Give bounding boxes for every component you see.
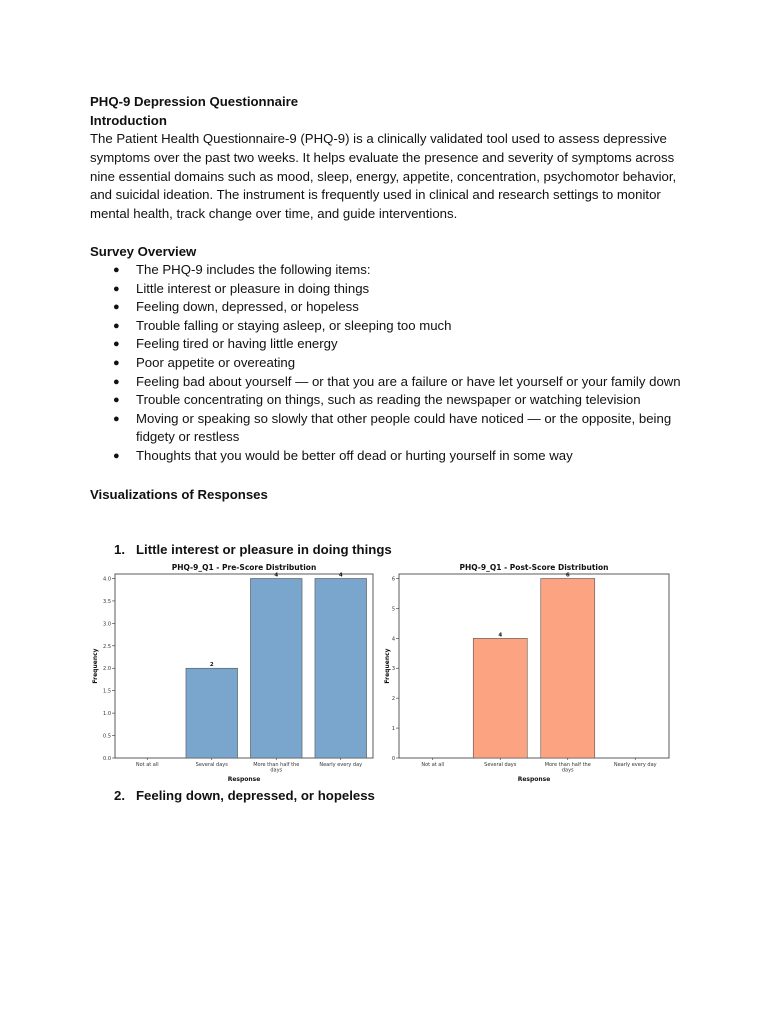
- list-item: [90, 261, 690, 280]
- chart-title: PHQ-9_Q1 - Post-Score Distribution: [459, 563, 609, 572]
- document-title: PHQ-9 Depression Questionnaire: [90, 94, 299, 109]
- y-tick-label: 6: [391, 576, 395, 583]
- bullet-icon: ●: [113, 375, 120, 388]
- bullet-icon: ●: [113, 263, 120, 276]
- x-axis-label: Response: [517, 776, 551, 783]
- introduction-heading: Introduction: [90, 113, 167, 128]
- list-item-text: Poor appetite or overeating: [136, 354, 296, 370]
- list-item-text: Feeling tired or having little energy: [136, 336, 338, 352]
- bullet-icon: ●: [113, 394, 120, 407]
- bullet-icon: ●: [113, 338, 120, 351]
- list-item-text: Feeling bad about yourself — or that you are a failure or have let yourself or your family down: [136, 373, 681, 389]
- list-item: [90, 447, 690, 466]
- post-score-chart: [382, 561, 678, 783]
- x-tick-label: Several days: [484, 762, 517, 768]
- y-tick-label: 1: [391, 726, 395, 733]
- y-axis-label: Frequency: [92, 648, 99, 684]
- x-tick-label: Nearly every day: [319, 762, 363, 768]
- y-tick-label: 3.5: [103, 598, 111, 605]
- list-item-text: Thoughts that you would be better off dead or hurting yourself in some way: [136, 447, 573, 463]
- survey-items-list: [90, 261, 690, 466]
- x-axis-label: Response: [227, 776, 261, 783]
- bar-value-label: 6: [565, 572, 570, 579]
- bullet-icon: ●: [113, 282, 120, 295]
- y-tick-label: 0.0: [103, 756, 111, 762]
- list-item: [90, 317, 690, 336]
- x-tick-label: Not at all: [421, 762, 445, 768]
- plot-frame: [399, 574, 669, 758]
- x-tick-label: Nearly every day: [613, 762, 657, 768]
- bar: [315, 578, 367, 758]
- bar: [541, 578, 595, 758]
- list-item-text: Little interest or pleasure in doing things: [136, 280, 370, 296]
- y-tick-label: 4: [391, 636, 395, 643]
- question-number: 1.: [114, 542, 125, 557]
- list-item: [90, 280, 690, 299]
- y-tick-label: 1.5: [103, 688, 111, 695]
- bullet-icon: ●: [113, 319, 120, 332]
- list-item-text: Trouble concentrating on things, such as reading the newspaper or watching television: [136, 392, 641, 408]
- bar-value-label: 4: [338, 572, 343, 579]
- list-item: [90, 410, 690, 447]
- y-tick-label: 2: [391, 696, 395, 703]
- question-label: Little interest or pleasure in doing things: [136, 542, 392, 557]
- question-number: 2.: [114, 788, 125, 803]
- y-tick-label: 2.5: [103, 643, 111, 650]
- bar: [250, 578, 302, 758]
- bullet-icon: ●: [113, 301, 120, 314]
- y-tick-label: 0.5: [103, 733, 111, 740]
- bar-value-label: 4: [274, 572, 279, 579]
- bullet-icon: ●: [113, 449, 120, 462]
- bar-value-label: 4: [498, 632, 503, 639]
- list-item: [90, 373, 690, 392]
- bar-value-label: 2: [209, 662, 214, 669]
- chart-title: PHQ-9_Q1 - Pre-Score Distribution: [171, 563, 317, 572]
- list-item-text: Moving or speaking so slowly that other people could have noticed — or the opposite, being fidgety or restless: [136, 410, 672, 445]
- y-tick-label: 3: [391, 666, 395, 673]
- list-item-text: Trouble falling or staying asleep, or sleeping too much: [136, 317, 452, 333]
- survey-overview-heading: Survey Overview: [90, 243, 197, 259]
- list-item-text: The PHQ-9 includes the following items:: [136, 261, 371, 277]
- x-tick-label: Not at all: [135, 762, 159, 768]
- question-1-heading: [114, 541, 392, 559]
- question-2-heading: [114, 787, 375, 805]
- list-item-text: Feeling down, depressed, or hopeless: [136, 299, 359, 315]
- question-label: Feeling down, depressed, or hopeless: [136, 788, 375, 803]
- list-item: [90, 298, 690, 317]
- y-tick-label: 4.0: [103, 576, 111, 583]
- bar: [473, 638, 527, 758]
- bar: [186, 668, 238, 758]
- document-page: [90, 92, 690, 803]
- y-tick-label: 5: [391, 606, 395, 613]
- list-item: [90, 391, 690, 410]
- x-tick-label: More than half the days: [253, 762, 300, 774]
- x-tick-label: Several days: [195, 762, 228, 768]
- y-tick-label: 2.0: [103, 666, 111, 673]
- bullet-icon: ●: [113, 356, 120, 369]
- pre-score-chart: [90, 561, 382, 783]
- y-axis-label: Frequency: [384, 648, 391, 684]
- charts-row: [90, 561, 680, 783]
- y-tick-label: 0: [391, 756, 395, 762]
- list-item: [90, 354, 690, 373]
- visualizations-heading: Visualizations of Responses: [90, 486, 268, 502]
- y-tick-label: 1.0: [103, 711, 111, 718]
- introduction-paragraph: The Patient Health Questionnaire-9 (PHQ-9) is a clinically validated tool used to assess depressive symptoms over the past two weeks. It helps evaluate the presence and severity of symptoms across nine essential domains such as mood, sleep, energy, appetite, concentration, psychomotor behavior, and suicidal ideation. The instrument is frequently used in clinical and research settings to monitor mental health, track change over time, and guide interventions.: [90, 131, 677, 222]
- y-tick-label: 3.0: [103, 621, 111, 628]
- x-tick-label: More than half the days: [544, 762, 591, 774]
- bullet-icon: ●: [113, 412, 120, 425]
- list-item: [90, 335, 690, 354]
